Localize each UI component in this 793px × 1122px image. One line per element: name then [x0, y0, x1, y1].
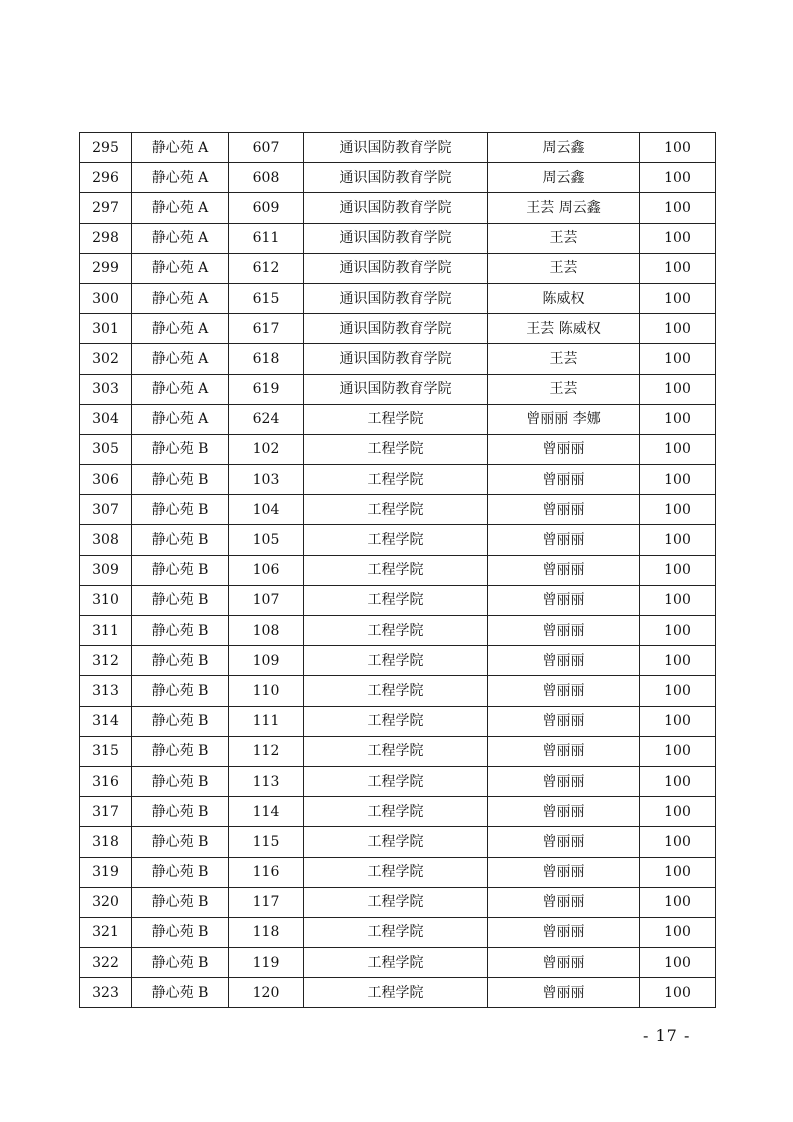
table-row — [80, 465, 716, 495]
building-cell: 静心苑 B — [132, 525, 229, 555]
building-cell: 静心苑 A — [132, 163, 229, 193]
table-body — [80, 133, 716, 1008]
dormitory-score-table — [79, 132, 716, 1008]
room-number-cell: 107 — [229, 585, 304, 615]
building-cell: 静心苑 B — [132, 585, 229, 615]
score-cell: 100 — [640, 736, 716, 766]
row-index-cell: 311 — [80, 616, 132, 646]
college-cell: 通识国防教育学院 — [304, 374, 488, 404]
row-index-cell: 304 — [80, 404, 132, 434]
building-cell: 静心苑 B — [132, 616, 229, 646]
score-cell: 100 — [640, 133, 716, 163]
staff-name-cell: 曾丽丽 — [488, 706, 640, 736]
table-row — [80, 374, 716, 404]
staff-name-cell: 周云鑫 — [488, 163, 640, 193]
score-cell: 100 — [640, 163, 716, 193]
staff-name-cell: 曾丽丽 — [488, 887, 640, 917]
score-cell: 100 — [640, 193, 716, 223]
college-cell: 工程学院 — [304, 766, 488, 796]
college-cell: 通识国防教育学院 — [304, 163, 488, 193]
table-row — [80, 253, 716, 283]
building-cell: 静心苑 B — [132, 978, 229, 1008]
staff-name-cell: 曾丽丽 — [488, 857, 640, 887]
table-row — [80, 827, 716, 857]
row-index-cell: 320 — [80, 887, 132, 917]
room-number-cell: 112 — [229, 736, 304, 766]
staff-name-cell: 陈威权 — [488, 283, 640, 313]
row-index-cell: 319 — [80, 857, 132, 887]
college-cell: 工程学院 — [304, 434, 488, 464]
room-number-cell: 611 — [229, 223, 304, 253]
college-cell: 工程学院 — [304, 616, 488, 646]
score-cell: 100 — [640, 676, 716, 706]
college-cell: 通识国防教育学院 — [304, 193, 488, 223]
college-cell: 工程学院 — [304, 736, 488, 766]
building-cell: 静心苑 B — [132, 736, 229, 766]
table-row — [80, 193, 716, 223]
room-number-cell: 110 — [229, 676, 304, 706]
building-cell: 静心苑 A — [132, 133, 229, 163]
row-index-cell: 314 — [80, 706, 132, 736]
staff-name-cell: 曾丽丽 — [488, 948, 640, 978]
building-cell: 静心苑 B — [132, 434, 229, 464]
row-index-cell: 321 — [80, 917, 132, 947]
building-cell: 静心苑 A — [132, 404, 229, 434]
row-index-cell: 306 — [80, 465, 132, 495]
table-row — [80, 676, 716, 706]
room-number-cell: 113 — [229, 766, 304, 796]
room-number-cell: 624 — [229, 404, 304, 434]
table-row — [80, 736, 716, 766]
room-number-cell: 115 — [229, 827, 304, 857]
room-number-cell: 105 — [229, 525, 304, 555]
building-cell: 静心苑 B — [132, 797, 229, 827]
staff-name-cell: 曾丽丽 — [488, 646, 640, 676]
score-cell: 100 — [640, 948, 716, 978]
college-cell: 通识国防教育学院 — [304, 253, 488, 283]
staff-name-cell: 王芸 陈威权 — [488, 314, 640, 344]
college-cell: 工程学院 — [304, 646, 488, 676]
table-row — [80, 616, 716, 646]
score-cell: 100 — [640, 766, 716, 796]
room-number-cell: 114 — [229, 797, 304, 827]
table-row — [80, 917, 716, 947]
table-row — [80, 223, 716, 253]
table-row — [80, 978, 716, 1008]
room-number-cell: 109 — [229, 646, 304, 676]
college-cell: 工程学院 — [304, 495, 488, 525]
college-cell: 工程学院 — [304, 827, 488, 857]
college-cell: 通识国防教育学院 — [304, 133, 488, 163]
room-number-cell: 117 — [229, 887, 304, 917]
building-cell: 静心苑 A — [132, 253, 229, 283]
row-index-cell: 318 — [80, 827, 132, 857]
building-cell: 静心苑 A — [132, 344, 229, 374]
row-index-cell: 298 — [80, 223, 132, 253]
college-cell: 通识国防教育学院 — [304, 344, 488, 374]
staff-name-cell: 王芸 — [488, 374, 640, 404]
page-number: - 17 - — [643, 1026, 691, 1045]
college-cell: 工程学院 — [304, 978, 488, 1008]
score-cell: 100 — [640, 283, 716, 313]
row-index-cell: 295 — [80, 133, 132, 163]
staff-name-cell: 曾丽丽 — [488, 495, 640, 525]
building-cell: 静心苑 A — [132, 193, 229, 223]
row-index-cell: 301 — [80, 314, 132, 344]
table-row — [80, 314, 716, 344]
table-row — [80, 887, 716, 917]
row-index-cell: 305 — [80, 434, 132, 464]
room-number-cell: 607 — [229, 133, 304, 163]
college-cell: 工程学院 — [304, 917, 488, 947]
room-number-cell: 102 — [229, 434, 304, 464]
row-index-cell: 312 — [80, 646, 132, 676]
staff-name-cell: 曾丽丽 — [488, 676, 640, 706]
college-cell: 工程学院 — [304, 948, 488, 978]
staff-name-cell: 王芸 — [488, 344, 640, 374]
staff-name-cell: 曾丽丽 — [488, 616, 640, 646]
table-row — [80, 766, 716, 796]
score-cell: 100 — [640, 223, 716, 253]
college-cell: 工程学院 — [304, 555, 488, 585]
score-cell: 100 — [640, 978, 716, 1008]
staff-name-cell: 曾丽丽 — [488, 585, 640, 615]
table-row — [80, 585, 716, 615]
score-cell: 100 — [640, 495, 716, 525]
table-row — [80, 495, 716, 525]
table-row — [80, 646, 716, 676]
row-index-cell: 308 — [80, 525, 132, 555]
building-cell: 静心苑 B — [132, 766, 229, 796]
building-cell: 静心苑 B — [132, 676, 229, 706]
row-index-cell: 296 — [80, 163, 132, 193]
room-number-cell: 618 — [229, 344, 304, 374]
score-cell: 100 — [640, 585, 716, 615]
row-index-cell: 303 — [80, 374, 132, 404]
building-cell: 静心苑 A — [132, 283, 229, 313]
row-index-cell: 323 — [80, 978, 132, 1008]
row-index-cell: 297 — [80, 193, 132, 223]
table-row — [80, 434, 716, 464]
building-cell: 静心苑 B — [132, 948, 229, 978]
college-cell: 工程学院 — [304, 404, 488, 434]
table-row — [80, 525, 716, 555]
building-cell: 静心苑 A — [132, 223, 229, 253]
score-cell: 100 — [640, 616, 716, 646]
table-row — [80, 857, 716, 887]
score-cell: 100 — [640, 253, 716, 283]
building-cell: 静心苑 B — [132, 917, 229, 947]
room-number-cell: 108 — [229, 616, 304, 646]
staff-name-cell: 王芸 周云鑫 — [488, 193, 640, 223]
table-row — [80, 344, 716, 374]
score-cell: 100 — [640, 857, 716, 887]
score-cell: 100 — [640, 887, 716, 917]
room-number-cell: 617 — [229, 314, 304, 344]
room-number-cell: 612 — [229, 253, 304, 283]
room-number-cell: 609 — [229, 193, 304, 223]
table-row — [80, 706, 716, 736]
row-index-cell: 299 — [80, 253, 132, 283]
room-number-cell: 119 — [229, 948, 304, 978]
score-cell: 100 — [640, 344, 716, 374]
room-number-cell: 106 — [229, 555, 304, 585]
room-number-cell: 111 — [229, 706, 304, 736]
building-cell: 静心苑 B — [132, 827, 229, 857]
table-row — [80, 163, 716, 193]
building-cell: 静心苑 B — [132, 646, 229, 676]
staff-name-cell: 曾丽丽 李娜 — [488, 404, 640, 434]
building-cell: 静心苑 B — [132, 887, 229, 917]
row-index-cell: 316 — [80, 766, 132, 796]
table-row — [80, 948, 716, 978]
college-cell: 工程学院 — [304, 525, 488, 555]
college-cell: 工程学院 — [304, 706, 488, 736]
building-cell: 静心苑 A — [132, 374, 229, 404]
row-index-cell: 310 — [80, 585, 132, 615]
staff-name-cell: 曾丽丽 — [488, 827, 640, 857]
room-number-cell: 619 — [229, 374, 304, 404]
staff-name-cell: 曾丽丽 — [488, 978, 640, 1008]
staff-name-cell: 周云鑫 — [488, 133, 640, 163]
row-index-cell: 317 — [80, 797, 132, 827]
college-cell: 工程学院 — [304, 465, 488, 495]
score-cell: 100 — [640, 917, 716, 947]
score-cell: 100 — [640, 434, 716, 464]
building-cell: 静心苑 B — [132, 857, 229, 887]
building-cell: 静心苑 B — [132, 495, 229, 525]
score-cell: 100 — [640, 374, 716, 404]
room-number-cell: 118 — [229, 917, 304, 947]
staff-name-cell: 曾丽丽 — [488, 736, 640, 766]
staff-name-cell: 曾丽丽 — [488, 434, 640, 464]
staff-name-cell: 王芸 — [488, 223, 640, 253]
college-cell: 通识国防教育学院 — [304, 223, 488, 253]
score-cell: 100 — [640, 314, 716, 344]
room-number-cell: 120 — [229, 978, 304, 1008]
staff-name-cell: 曾丽丽 — [488, 917, 640, 947]
building-cell: 静心苑 B — [132, 465, 229, 495]
room-number-cell: 608 — [229, 163, 304, 193]
score-cell: 100 — [640, 827, 716, 857]
college-cell: 通识国防教育学院 — [304, 283, 488, 313]
building-cell: 静心苑 A — [132, 314, 229, 344]
score-cell: 100 — [640, 525, 716, 555]
college-cell: 通识国防教育学院 — [304, 314, 488, 344]
score-cell: 100 — [640, 646, 716, 676]
room-number-cell: 104 — [229, 495, 304, 525]
college-cell: 工程学院 — [304, 585, 488, 615]
score-cell: 100 — [640, 465, 716, 495]
row-index-cell: 309 — [80, 555, 132, 585]
college-cell: 工程学院 — [304, 857, 488, 887]
staff-name-cell: 曾丽丽 — [488, 766, 640, 796]
building-cell: 静心苑 B — [132, 555, 229, 585]
score-cell: 100 — [640, 404, 716, 434]
table-row — [80, 404, 716, 434]
staff-name-cell: 曾丽丽 — [488, 555, 640, 585]
building-cell: 静心苑 B — [132, 706, 229, 736]
score-cell: 100 — [640, 555, 716, 585]
table-row — [80, 797, 716, 827]
room-number-cell: 116 — [229, 857, 304, 887]
row-index-cell: 307 — [80, 495, 132, 525]
staff-name-cell: 王芸 — [488, 253, 640, 283]
row-index-cell: 315 — [80, 736, 132, 766]
college-cell: 工程学院 — [304, 676, 488, 706]
score-cell: 100 — [640, 797, 716, 827]
table-row — [80, 283, 716, 313]
room-number-cell: 615 — [229, 283, 304, 313]
row-index-cell: 302 — [80, 344, 132, 374]
college-cell: 工程学院 — [304, 887, 488, 917]
row-index-cell: 322 — [80, 948, 132, 978]
staff-name-cell: 曾丽丽 — [488, 465, 640, 495]
table-row — [80, 133, 716, 163]
college-cell: 工程学院 — [304, 797, 488, 827]
staff-name-cell: 曾丽丽 — [488, 525, 640, 555]
row-index-cell: 313 — [80, 676, 132, 706]
row-index-cell: 300 — [80, 283, 132, 313]
score-cell: 100 — [640, 706, 716, 736]
staff-name-cell: 曾丽丽 — [488, 797, 640, 827]
room-number-cell: 103 — [229, 465, 304, 495]
table-row — [80, 555, 716, 585]
